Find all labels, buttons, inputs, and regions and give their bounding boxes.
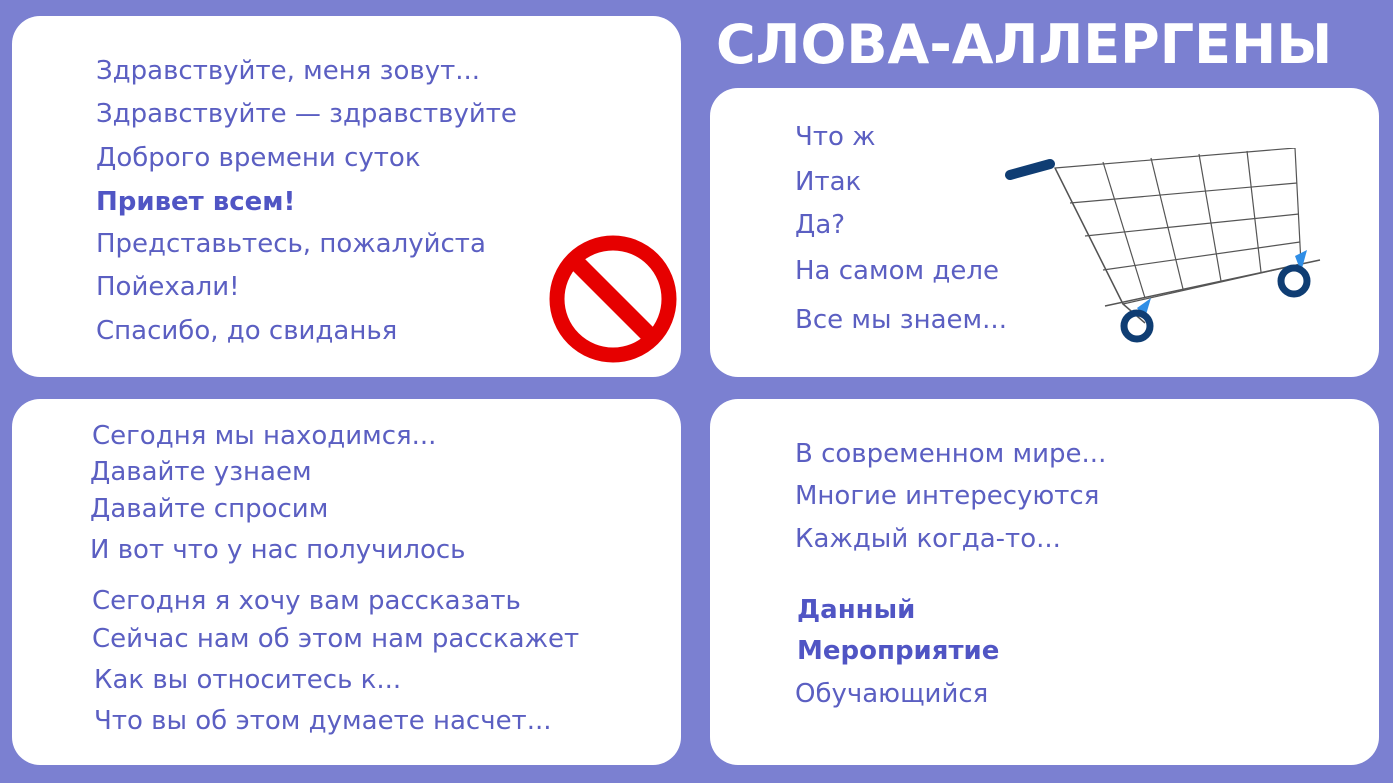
list-item: Обучающийся bbox=[795, 679, 989, 709]
list-item: Давайте узнаем bbox=[90, 457, 312, 487]
no-entry-icon bbox=[547, 233, 679, 365]
list-item: Сегодня я хочу вам рассказать bbox=[92, 586, 521, 616]
list-item: Как вы относитесь к... bbox=[94, 665, 402, 695]
list-item: Доброго времени суток bbox=[96, 143, 421, 173]
list-item: Итак bbox=[795, 167, 862, 197]
presentation-phrases-card bbox=[12, 399, 681, 765]
list-item: На самом деле bbox=[795, 256, 999, 286]
filler-words-card bbox=[710, 88, 1379, 377]
list-item: Спасибо, до свиданья bbox=[96, 316, 398, 346]
list-item: Давайте спросим bbox=[90, 494, 329, 524]
page-title: СЛОВА-АЛЛЕРГЕНЫ bbox=[716, 13, 1333, 76]
shopping-cart-icon bbox=[995, 148, 1355, 368]
list-item: Привет всем! bbox=[96, 187, 296, 217]
list-item: Представьтесь, пожалуйста bbox=[96, 229, 486, 259]
list-item: Сегодня мы находимся... bbox=[92, 421, 437, 451]
list-item: Здравствуйте, меня зовут... bbox=[96, 56, 481, 86]
list-item: Пойехали! bbox=[96, 272, 240, 302]
list-item: Мероприятие bbox=[797, 636, 1000, 666]
list-item: Данный bbox=[797, 595, 916, 625]
list-item: И вот что у нас получилось bbox=[90, 535, 466, 565]
list-item: Что вы об этом думаете насчет... bbox=[94, 706, 552, 736]
list-item: В современном мире... bbox=[795, 439, 1107, 469]
list-item: Все мы знаем... bbox=[795, 305, 1007, 335]
list-item: Да? bbox=[795, 210, 846, 240]
list-item: Здравствуйте — здравствуйте bbox=[96, 99, 517, 129]
list-item: Что ж bbox=[795, 122, 876, 152]
list-item: Сейчас нам об этом нам расскажет bbox=[92, 624, 580, 654]
cliche-words-card bbox=[710, 399, 1379, 765]
list-item: Многие интересуются bbox=[795, 481, 1100, 511]
greetings-card bbox=[12, 16, 681, 377]
list-item: Каждый когда-то... bbox=[795, 524, 1061, 554]
